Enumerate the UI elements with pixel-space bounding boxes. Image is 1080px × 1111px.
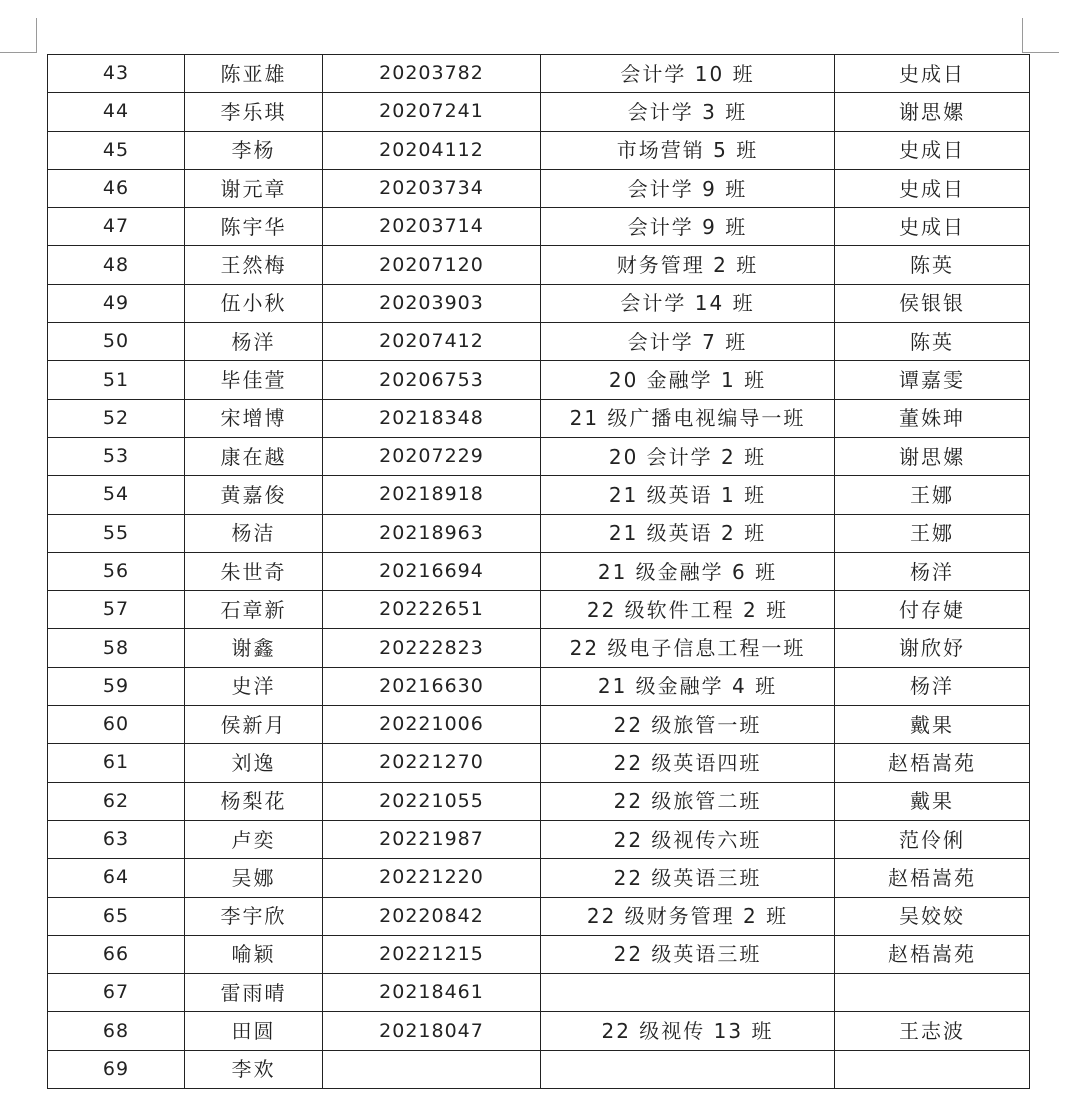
- cell-name: 李欢: [185, 1050, 323, 1088]
- table-row: [48, 744, 1030, 782]
- table-row: [48, 706, 1030, 744]
- table-row: [48, 284, 1030, 322]
- cell-index: 65: [48, 897, 185, 935]
- cell-teacher: 谢欣妤: [835, 629, 1030, 667]
- cell-index: 59: [48, 667, 185, 705]
- cell-teacher: 董姝珅: [835, 399, 1030, 437]
- cell-index: 55: [48, 514, 185, 552]
- cell-class-name: 22 级英语四班: [541, 744, 835, 782]
- cell-name: 李杨: [185, 131, 323, 169]
- cell-name: 谢鑫: [185, 629, 323, 667]
- cell-name: 史洋: [185, 667, 323, 705]
- cell-class-name: 21 级广播电视编导一班: [541, 399, 835, 437]
- cell-teacher: 侯银银: [835, 284, 1030, 322]
- cell-name: 康在越: [185, 437, 323, 475]
- table-row: [48, 93, 1030, 131]
- table-row: [48, 323, 1030, 361]
- table-row: [48, 1050, 1030, 1088]
- table-row: [48, 514, 1030, 552]
- cell-class-name: 20 金融学 1 班: [541, 361, 835, 399]
- cell-teacher: 史成日: [835, 169, 1030, 207]
- page-corner-mark-right: [1022, 18, 1059, 53]
- table-row: [48, 782, 1030, 820]
- table-row: [48, 1012, 1030, 1050]
- cell-name: 杨梨花: [185, 782, 323, 820]
- cell-class-name: 22 级视传六班: [541, 820, 835, 858]
- cell-class-name: [541, 974, 835, 1012]
- cell-index: 49: [48, 284, 185, 322]
- cell-name: 侯新月: [185, 706, 323, 744]
- cell-name: 杨洋: [185, 323, 323, 361]
- table-row: [48, 131, 1030, 169]
- cell-name: 伍小秋: [185, 284, 323, 322]
- cell-index: 44: [48, 93, 185, 131]
- cell-student-id: 20204112: [323, 131, 541, 169]
- cell-teacher: 付存婕: [835, 591, 1030, 629]
- table-row: [48, 552, 1030, 590]
- cell-name: 刘逸: [185, 744, 323, 782]
- cell-name: 雷雨晴: [185, 974, 323, 1012]
- cell-student-id: [323, 1050, 541, 1088]
- cell-index: 53: [48, 437, 185, 475]
- cell-name: 石章新: [185, 591, 323, 629]
- cell-index: 45: [48, 131, 185, 169]
- cell-student-id: 20222823: [323, 629, 541, 667]
- table-row: [48, 476, 1030, 514]
- cell-student-id: 20203903: [323, 284, 541, 322]
- table-row: [48, 361, 1030, 399]
- table-row: [48, 974, 1030, 1012]
- cell-index: 52: [48, 399, 185, 437]
- cell-teacher: [835, 974, 1030, 1012]
- student-roster-table: [47, 54, 1030, 1089]
- cell-name: 陈亚雄: [185, 55, 323, 93]
- cell-student-id: 20203714: [323, 208, 541, 246]
- cell-index: 62: [48, 782, 185, 820]
- table-row: [48, 169, 1030, 207]
- cell-student-id: 20207120: [323, 246, 541, 284]
- cell-teacher: 赵梧嵩苑: [835, 744, 1030, 782]
- cell-class-name: 会计学 7 班: [541, 323, 835, 361]
- cell-teacher: 杨洋: [835, 667, 1030, 705]
- cell-class-name: 21 级英语 1 班: [541, 476, 835, 514]
- cell-index: 61: [48, 744, 185, 782]
- cell-student-id: 20203782: [323, 55, 541, 93]
- cell-teacher: 陈英: [835, 246, 1030, 284]
- cell-index: 56: [48, 552, 185, 590]
- cell-teacher: 史成日: [835, 131, 1030, 169]
- cell-teacher: 谭嘉雯: [835, 361, 1030, 399]
- cell-name: 杨洁: [185, 514, 323, 552]
- table-row: [48, 208, 1030, 246]
- cell-student-id: 20222651: [323, 591, 541, 629]
- table-row: [48, 591, 1030, 629]
- cell-class-name: 21 级英语 2 班: [541, 514, 835, 552]
- cell-class-name: 22 级电子信息工程一班: [541, 629, 835, 667]
- cell-teacher: 赵梧嵩苑: [835, 859, 1030, 897]
- cell-name: 李乐琪: [185, 93, 323, 131]
- cell-student-id: 20207412: [323, 323, 541, 361]
- table-row: [48, 629, 1030, 667]
- cell-class-name: 会计学 3 班: [541, 93, 835, 131]
- cell-index: 48: [48, 246, 185, 284]
- cell-student-id: 20216694: [323, 552, 541, 590]
- table-row: [48, 437, 1030, 475]
- cell-student-id: 20207241: [323, 93, 541, 131]
- cell-index: 68: [48, 1012, 185, 1050]
- table-row: [48, 820, 1030, 858]
- cell-student-id: 20220842: [323, 897, 541, 935]
- cell-teacher: 赵梧嵩苑: [835, 935, 1030, 973]
- cell-student-id: 20221987: [323, 820, 541, 858]
- cell-class-name: 会计学 14 班: [541, 284, 835, 322]
- cell-class-name: 22 级视传 13 班: [541, 1012, 835, 1050]
- cell-teacher: 史成日: [835, 208, 1030, 246]
- cell-name: 王然梅: [185, 246, 323, 284]
- cell-student-id: 20221006: [323, 706, 541, 744]
- cell-class-name: 会计学 9 班: [541, 208, 835, 246]
- cell-index: 43: [48, 55, 185, 93]
- cell-index: 51: [48, 361, 185, 399]
- cell-student-id: 20207229: [323, 437, 541, 475]
- cell-teacher: 谢思嫘: [835, 437, 1030, 475]
- cell-student-id: 20221270: [323, 744, 541, 782]
- table-body: [48, 55, 1030, 1089]
- cell-teacher: 王娜: [835, 514, 1030, 552]
- cell-index: 64: [48, 859, 185, 897]
- cell-teacher: 王志波: [835, 1012, 1030, 1050]
- cell-teacher: 杨洋: [835, 552, 1030, 590]
- table-row: [48, 897, 1030, 935]
- cell-teacher: 史成日: [835, 55, 1030, 93]
- cell-name: 卢奕: [185, 820, 323, 858]
- table-row: [48, 935, 1030, 973]
- cell-class-name: [541, 1050, 835, 1088]
- cell-class-name: 22 级旅管一班: [541, 706, 835, 744]
- cell-student-id: 20218047: [323, 1012, 541, 1050]
- cell-name: 毕佳萱: [185, 361, 323, 399]
- cell-student-id: 20218461: [323, 974, 541, 1012]
- cell-index: 69: [48, 1050, 185, 1088]
- cell-index: 58: [48, 629, 185, 667]
- cell-student-id: 20216630: [323, 667, 541, 705]
- cell-class-name: 21 级金融学 6 班: [541, 552, 835, 590]
- table-row: [48, 667, 1030, 705]
- cell-index: 54: [48, 476, 185, 514]
- cell-student-id: 20203734: [323, 169, 541, 207]
- table-row: [48, 399, 1030, 437]
- cell-student-id: 20218918: [323, 476, 541, 514]
- cell-student-id: 20221215: [323, 935, 541, 973]
- cell-class-name: 22 级财务管理 2 班: [541, 897, 835, 935]
- cell-class-name: 22 级英语三班: [541, 859, 835, 897]
- cell-teacher: 吴姣姣: [835, 897, 1030, 935]
- cell-class-name: 会计学 10 班: [541, 55, 835, 93]
- cell-class-name: 22 级软件工程 2 班: [541, 591, 835, 629]
- cell-student-id: 20221055: [323, 782, 541, 820]
- cell-teacher: 范伶俐: [835, 820, 1030, 858]
- cell-name: 朱世奇: [185, 552, 323, 590]
- cell-teacher: 陈英: [835, 323, 1030, 361]
- cell-teacher: [835, 1050, 1030, 1088]
- cell-class-name: 22 级英语三班: [541, 935, 835, 973]
- cell-teacher: 戴果: [835, 706, 1030, 744]
- cell-index: 60: [48, 706, 185, 744]
- page-corner-mark-left: [0, 18, 37, 53]
- cell-teacher: 谢思嫘: [835, 93, 1030, 131]
- cell-name: 谢元章: [185, 169, 323, 207]
- cell-index: 46: [48, 169, 185, 207]
- cell-name: 黄嘉俊: [185, 476, 323, 514]
- cell-class-name: 财务管理 2 班: [541, 246, 835, 284]
- cell-class-name: 22 级旅管二班: [541, 782, 835, 820]
- cell-name: 宋增博: [185, 399, 323, 437]
- cell-name: 田圆: [185, 1012, 323, 1050]
- cell-index: 50: [48, 323, 185, 361]
- cell-student-id: 20206753: [323, 361, 541, 399]
- cell-teacher: 戴果: [835, 782, 1030, 820]
- cell-class-name: 市场营销 5 班: [541, 131, 835, 169]
- cell-index: 67: [48, 974, 185, 1012]
- cell-index: 66: [48, 935, 185, 973]
- table-row: [48, 859, 1030, 897]
- cell-class-name: 20 会计学 2 班: [541, 437, 835, 475]
- cell-class-name: 21 级金融学 4 班: [541, 667, 835, 705]
- table-row: [48, 246, 1030, 284]
- cell-index: 47: [48, 208, 185, 246]
- cell-class-name: 会计学 9 班: [541, 169, 835, 207]
- cell-student-id: 20221220: [323, 859, 541, 897]
- cell-name: 喻颖: [185, 935, 323, 973]
- cell-index: 63: [48, 820, 185, 858]
- student-roster-table-container: [47, 54, 1029, 1089]
- cell-name: 陈宇华: [185, 208, 323, 246]
- cell-index: 57: [48, 591, 185, 629]
- cell-teacher: 王娜: [835, 476, 1030, 514]
- cell-student-id: 20218348: [323, 399, 541, 437]
- cell-student-id: 20218963: [323, 514, 541, 552]
- cell-name: 李宇欣: [185, 897, 323, 935]
- table-row: [48, 55, 1030, 93]
- cell-name: 吴娜: [185, 859, 323, 897]
